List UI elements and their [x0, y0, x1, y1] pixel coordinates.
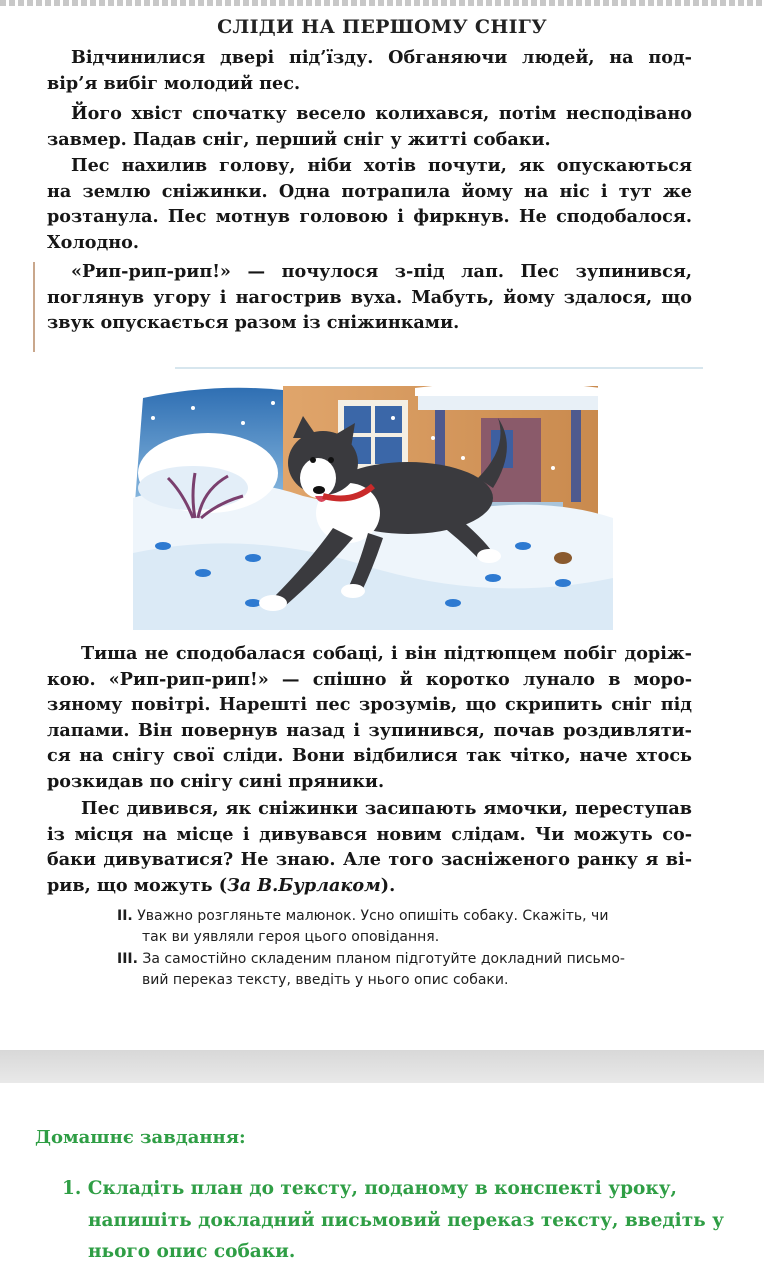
illustration-top-rule — [175, 367, 703, 369]
text-line: розкидав по снігу сині пряники. — [47, 770, 385, 792]
paragraph-3 — [47, 153, 692, 255]
homework-title: Домашнє завдання: — [35, 1127, 246, 1148]
task-text: Уважно розгляньте малюнок. Усно опишіть собаку. Скажіть, чи — [137, 908, 609, 924]
task-text: вий переказ тексту, введіть у нього опис собаки. — [142, 971, 509, 988]
text-line: звук опускається разом із сніжинками. — [47, 312, 460, 333]
section-divider — [0, 1050, 764, 1083]
text-line: зяному повітрі. Нарешті пес зрозумів, що скрипить сніг під — [47, 694, 692, 715]
text-fragment: ). — [380, 874, 396, 896]
task-3 — [117, 949, 697, 990]
task-number: II. — [117, 908, 133, 924]
paragraph-2 — [47, 101, 692, 152]
text-line: Відчинилися двері під’їзду. Обганяючи людей, на под- — [71, 47, 692, 68]
margin-marker — [33, 262, 35, 352]
text-line: розтанула. Пес мотнув головою і фиркнув. Не сподобалося. — [47, 206, 692, 227]
bird — [554, 552, 572, 564]
story-title: СЛІДИ НА ПЕРШОМУ СНІГУ — [217, 16, 547, 38]
text-line: Пес нахилив голову, ніби хотів почути, як опускаються — [71, 155, 692, 176]
text-line: кою. «Рип-рип-рип!» — спішно й коротко лунало в моро- — [47, 668, 692, 690]
author-attribution: За В.Бурлаком — [227, 874, 381, 896]
paragraph-1 — [47, 45, 692, 96]
task-2 — [117, 906, 697, 947]
text-line: ся на снігу свої сліди. Вони відбилися так чітко, наче хтось — [47, 745, 692, 766]
text-line: завмер. Падав сніг, перший сніг у житті собаки. — [47, 128, 551, 150]
text-line: Холодно. — [47, 231, 139, 253]
text-line: Пес дивився, як сніжинки засипають ямочки, переступав — [81, 798, 692, 819]
text-line: на землю сніжинки. Одна потрапила йому на ніс і тут же — [47, 180, 692, 202]
homework-line: нього опис собаки. — [88, 1241, 296, 1262]
homework-line: напишіть докладний письмовий переказ тексту, введіть у — [88, 1209, 725, 1231]
text-fragment: рив, що можуть ( — [47, 874, 228, 896]
text-line: Тиша не сподобалася собаці, і він підтюпцем побіг доріж- — [81, 643, 692, 664]
task-text: За самостійно складеним планом підготуйте докладний письмо- — [142, 951, 625, 967]
paragraph-6 — [47, 796, 692, 898]
homework-item — [62, 1173, 725, 1268]
task-text: так ви уявляли героя цього оповідання. — [142, 928, 440, 945]
task-number: III. — [117, 951, 138, 967]
text-line: Його хвіст спочатку весело колихався, потім несподівано — [71, 103, 692, 124]
text-line: лапами. Він повернув назад і зупинився, почав роздивляти- — [47, 719, 692, 741]
text-line: із місця на місце і дивувався новим слідам. Чи можуть со- — [47, 823, 692, 845]
cropped-line — [0, 0, 764, 6]
text-line — [47, 873, 692, 899]
paragraph-5 — [47, 641, 692, 794]
dog-in-snow-illustration — [133, 378, 613, 630]
text-line: «Рип-рип-рип!» — почулося з-під лап. Пес зупинився, — [71, 261, 692, 282]
text-line: баки дивуватися? Не знаю. Але того засніженого ранку я ві- — [47, 849, 692, 870]
homework-line: 1. Складіть план до тексту, поданому в конспекті уроку, — [62, 1178, 677, 1199]
text-line: вір’я вибіг молодий пес. — [47, 72, 301, 94]
paragraph-4 — [47, 259, 692, 336]
text-line: поглянув угору і нагострив вуха. Мабуть, йому здалося, що — [47, 286, 692, 308]
